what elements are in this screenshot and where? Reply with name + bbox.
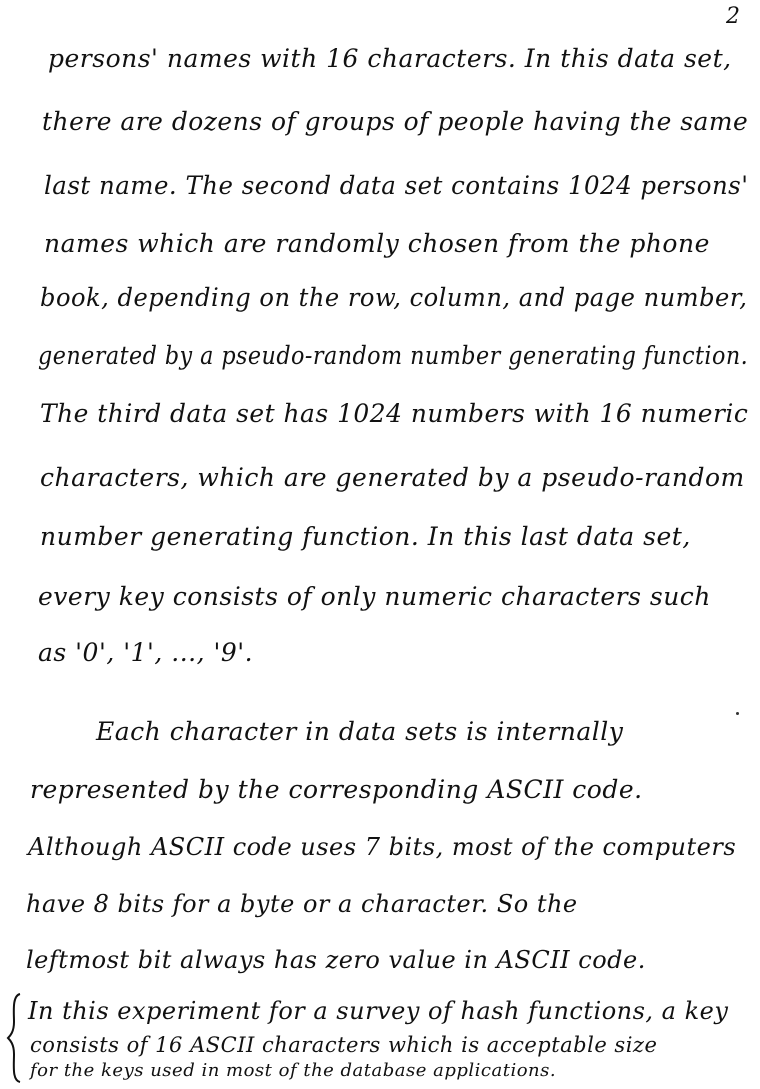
stray-dot-mark: [736, 712, 739, 715]
page-number: 2: [726, 4, 740, 29]
text-line-1: persons' names with 16 characters. In this data set,: [48, 44, 732, 73]
text-line-15: have 8 bits for a byte or a character. So the: [26, 890, 578, 918]
text-line-3: last name. The second data set contains 1024 persons': [44, 171, 749, 200]
text-line-10: every key consists of only numeric characters such: [38, 582, 711, 611]
text-line-18: consists of 16 ASCII characters which is acceptable size: [30, 1033, 658, 1057]
text-line-17: In this experiment for a survey of hash functions, a key: [28, 997, 729, 1025]
text-line-2: there are dozens of groups of people having the same: [42, 107, 749, 136]
text-line-8: characters, which are generated by a pseudo-random: [40, 463, 745, 492]
text-line-9: number generating function. In this last data set,: [40, 522, 691, 551]
text-line-12: Each character in data sets is internally: [96, 717, 624, 746]
text-line-4: names which are randomly chosen from the phone: [44, 229, 710, 258]
text-line-13: represented by the corresponding ASCII code.: [30, 775, 643, 804]
curly-brace-mark: [6, 992, 24, 1084]
text-line-19: for the keys used in most of the database applications.: [30, 1060, 557, 1081]
text-line-16: leftmost bit always has zero value in ASCII code.: [26, 946, 646, 974]
text-line-7: The third data set has 1024 numbers with 16 numeric: [40, 399, 749, 428]
text-line-6: generated by a pseudo-random number generating function.: [38, 341, 749, 370]
text-line-14: Although ASCII code uses 7 bits, most of the computers: [28, 833, 737, 861]
text-line-5: book, depending on the row, column, and page number,: [40, 283, 748, 312]
text-line-11: as '0', '1', ..., '9'.: [38, 638, 254, 667]
